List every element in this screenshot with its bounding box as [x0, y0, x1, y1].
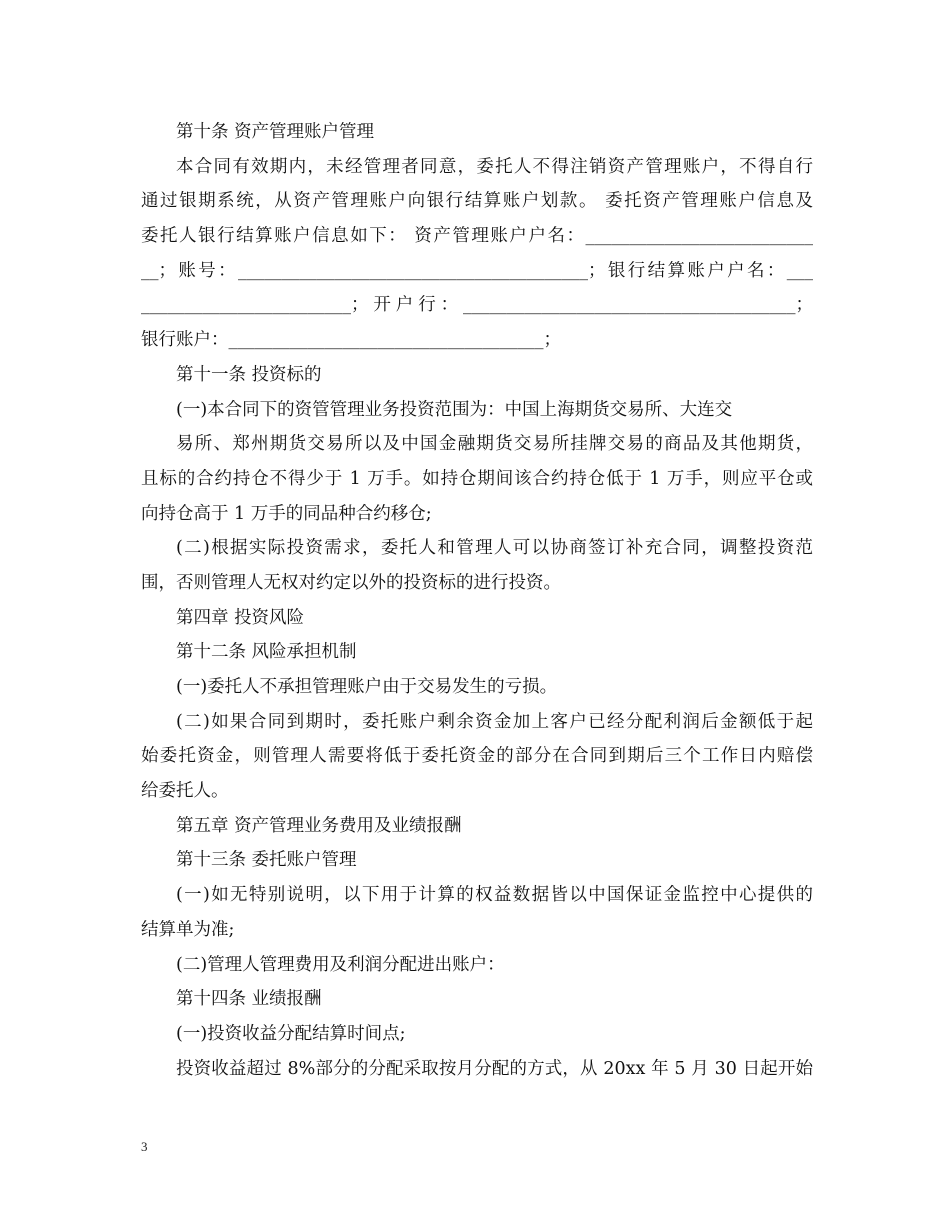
chapter-5-heading: 第五章 资产管理业务费用及业绩报酬: [176, 815, 462, 836]
body-text-line: 易所、郑州期货交易所以及中国金融期货交易所挂牌交易的商品及其他期货，: [176, 434, 813, 455]
page-number: 3: [141, 1139, 148, 1154]
article-14-heading: 第十四条 业绩报酬: [176, 989, 322, 1010]
body-text-line: 投资收益超过 8%部分的分配采取按月分配的方式，从 20xx 年 5 月 30 日起开始: [176, 1058, 813, 1079]
article-11-heading: 第十一条 投资标的: [176, 364, 322, 385]
article-10-heading: 第十条 资产管理账户管理: [176, 122, 375, 142]
chapter-4-heading: 第四章 投资风险: [176, 607, 305, 628]
body-text-line: (一)本合同下的资管管理业务投资范围为：中国上海期货交易所、大连交: [176, 399, 733, 420]
document-body: [141, 115, 813, 1086]
body-text-line: 向持仓高于 1 万手的同品种合约移仓;: [141, 503, 432, 524]
body-text-line: (二)管理人管理费用及利润分配进出账户：: [176, 954, 505, 975]
body-text-line: (二)如果合同到期时，委托账户剩余资金加上客户已经分配利润后金额低于起: [176, 711, 813, 732]
body-text-line: __；账号：________________________________________；银行结算账户户名：___: [141, 260, 813, 281]
body-text-line: 围，否则管理人无权对约定以外的投资标的进行投资。: [141, 572, 561, 593]
body-text-line: 通过银期系统，从资产管理账户向银行结算账户划款。 委托资产管理账户信息及: [141, 191, 813, 212]
body-text-line: 给委托人。: [141, 781, 229, 802]
article-12-heading: 第十二条 风险承担机制: [176, 642, 357, 663]
body-text-line: 本合同有效期内，未经管理者同意，委托人不得注销资产管理账户，不得自行: [176, 156, 813, 177]
article-13-heading: 第十三条 委托账户管理: [176, 850, 357, 871]
body-text-line: 委托人银行结算账户信息如下： 资产管理账户户名：__________________________: [141, 226, 813, 247]
body-text-line: ________________________；开户行：______________________________________；: [141, 295, 813, 316]
body-text-line: 始委托资金，则管理人需要将低于委托资金的部分在合同到期后三个工作日内赔偿: [141, 746, 813, 767]
body-text-line: 且标的合约持仓不得少于 1 万手。如持仓期间该合约持仓低于 1 万手，则应平仓或: [141, 468, 813, 489]
body-text-line: (一)投资收益分配结算时间点;: [176, 1023, 406, 1044]
body-text-line: 结算单为准;: [141, 919, 235, 940]
body-text-line: 银行账户：____________________________________；: [141, 330, 561, 351]
body-text-line: (二)根据实际投资需求，委托人和管理人可以协商签订补充合同，调整投资范: [176, 538, 813, 559]
body-text-line: (一)如无特别说明，以下用于计算的权益数据皆以中国保证金监控中心提供的: [176, 885, 813, 906]
body-text-line: (一)委托人不承担管理账户由于交易发生的亏损。: [176, 677, 558, 697]
